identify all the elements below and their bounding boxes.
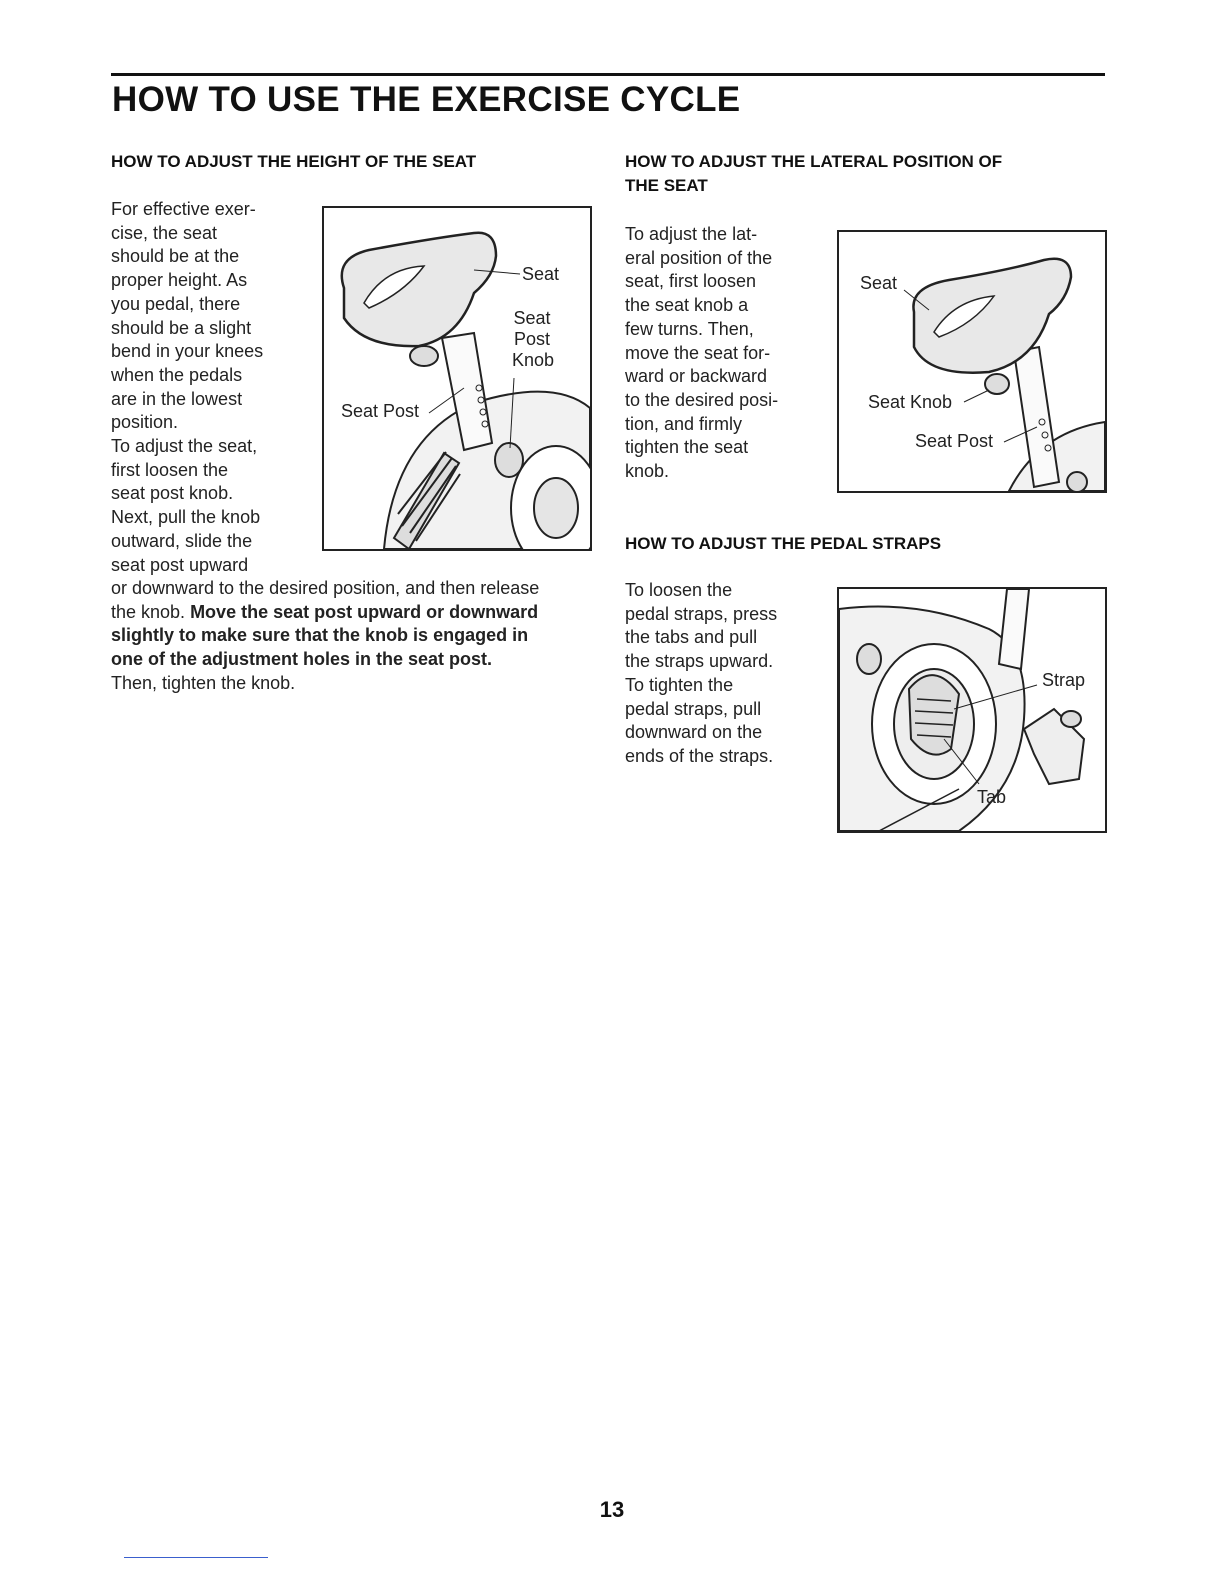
text-line: proper height. As xyxy=(111,270,248,291)
strap-label: Strap xyxy=(1042,670,1086,690)
title-rule xyxy=(111,73,1105,76)
text-line: ward or backward xyxy=(625,366,768,387)
lateral-position-heading xyxy=(625,150,1095,198)
label-line: Seat xyxy=(513,308,551,328)
emphasis-line: one of the adjustment holes in the seat post. xyxy=(111,649,493,670)
seat-label: Seat xyxy=(522,264,560,284)
text-line: To adjust the seat, xyxy=(111,436,258,457)
text-line: tighten the seat xyxy=(625,437,749,458)
seat-post-label: Seat Post xyxy=(341,401,420,421)
text-line: the seat knob a xyxy=(625,295,749,316)
text-line: the tabs and pull xyxy=(625,627,758,648)
seat-post-label: Seat Post xyxy=(915,431,994,451)
seat-height-figure xyxy=(322,206,592,551)
text-line: outward, slide the xyxy=(111,530,253,551)
page-number: 13 xyxy=(599,1497,625,1522)
seat-lateral-illustration xyxy=(839,232,1105,491)
text-line: you pedal, there xyxy=(111,293,241,314)
text-line: knob. xyxy=(625,461,670,482)
heading-line: THE SEAT xyxy=(625,176,708,195)
lateral-position-figure xyxy=(837,230,1107,493)
exercise-cycle-seat-illustration xyxy=(324,208,590,549)
text-line: move the seat for- xyxy=(625,342,771,363)
text-line xyxy=(111,601,601,625)
seat-knob-label: Seat Knob xyxy=(868,392,953,412)
text-line: To adjust the lat- xyxy=(625,224,758,244)
emphasis-line: slightly to make sure that the knob is engaged in xyxy=(111,625,529,646)
lateral-position-instructions xyxy=(625,223,825,484)
text-line: when the pedals xyxy=(111,364,243,385)
text-line: pedal straps, pull xyxy=(625,698,762,719)
text-line: For effective exer- xyxy=(111,199,256,219)
pedal-straps-figure xyxy=(837,587,1107,833)
seat-label: Seat xyxy=(860,273,898,293)
text-line: cise, the seat xyxy=(111,222,218,243)
text-line: position. xyxy=(111,412,179,433)
seat-post-knob-label xyxy=(512,308,555,371)
tab-label: Tab xyxy=(977,787,1007,807)
heading-line: HOW TO ADJUST THE LATERAL POSITION OF xyxy=(625,152,1003,171)
text-line: ends of the straps. xyxy=(625,745,774,766)
text-line: seat, first loosen xyxy=(625,271,757,292)
text-line: downward on the xyxy=(625,722,763,743)
text-line: should be at the xyxy=(111,246,240,267)
pedal-strap-illustration xyxy=(839,589,1105,831)
text-line: tion, and firmly xyxy=(625,413,743,434)
text-line: to the desired posi- xyxy=(625,389,779,410)
text-line: To loosen the xyxy=(625,580,733,600)
pedal-straps-heading: HOW TO ADJUST THE PEDAL STRAPS xyxy=(625,534,942,553)
text-line: seat post upward xyxy=(111,554,249,575)
text-line: are in the lowest xyxy=(111,388,243,409)
text-line: or downward to the desired position, and then release xyxy=(111,578,540,598)
text-line: the straps upward. xyxy=(625,651,774,672)
label-line: Post xyxy=(513,329,551,349)
emphasis-text: Move the seat post upward or downward xyxy=(190,601,539,622)
seat-height-intro xyxy=(111,198,311,577)
text-line: Then, tighten the knob. xyxy=(111,672,296,693)
seat-height-instructions xyxy=(111,577,601,696)
text-line: first loosen the xyxy=(111,459,229,480)
text-line: Next, pull the knob xyxy=(111,507,261,528)
page-title: HOW TO USE THE EXERCISE CYCLE xyxy=(112,80,741,119)
text-line: bend in your knees xyxy=(111,341,264,362)
text-segment: the knob. xyxy=(111,601,191,622)
label-line: Knob xyxy=(512,350,555,370)
text-line: few turns. Then, xyxy=(625,318,754,339)
text-line: should be a slight xyxy=(111,317,252,338)
text-line: eral position of the xyxy=(625,247,773,268)
seat-height-heading: HOW TO ADJUST THE HEIGHT OF THE SEAT xyxy=(111,152,477,171)
text-line: pedal straps, press xyxy=(625,603,778,624)
text-line: seat post knob. xyxy=(111,483,234,504)
bottom-link-underline xyxy=(124,1557,268,1558)
text-line: To tighten the xyxy=(625,674,734,695)
pedal-straps-instructions xyxy=(625,579,825,769)
